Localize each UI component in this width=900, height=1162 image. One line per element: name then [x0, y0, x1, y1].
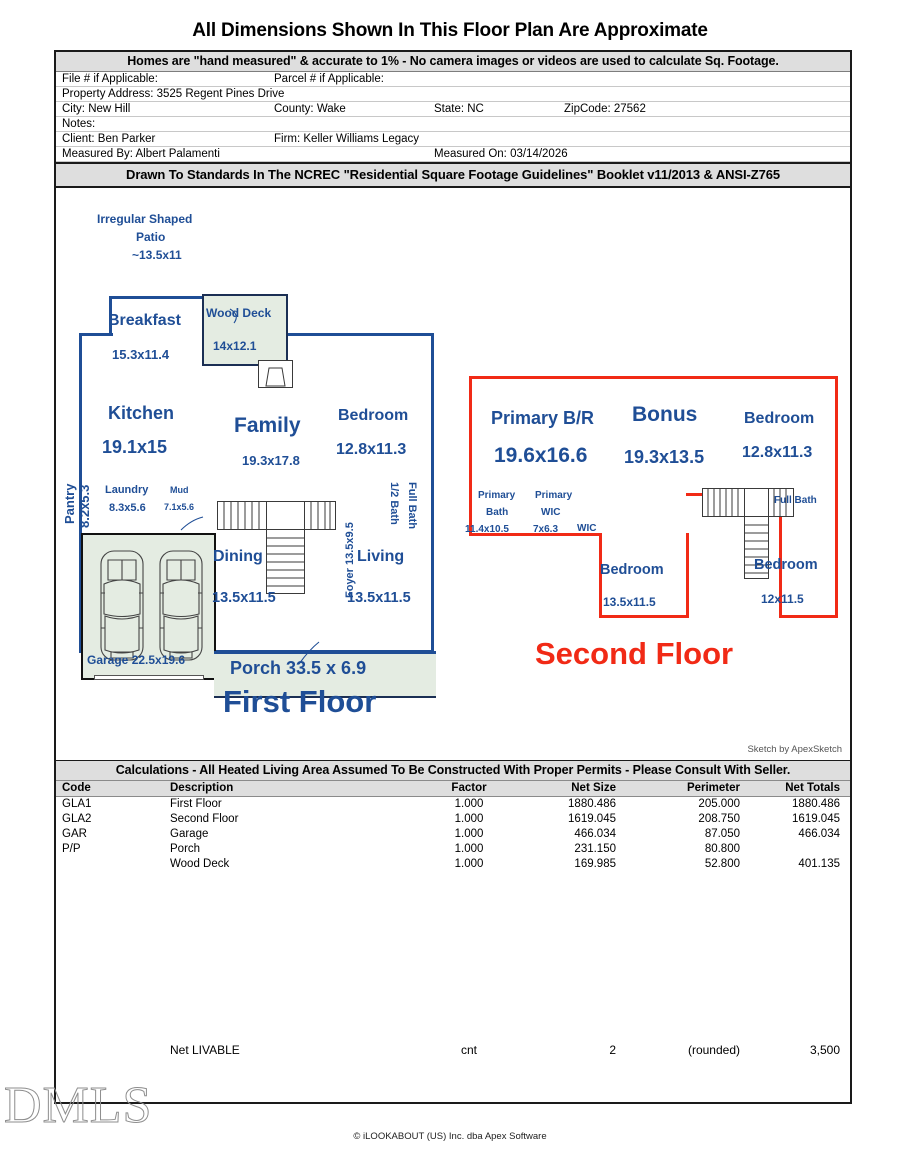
wood-deck-dim: 14x12.1 [213, 339, 257, 353]
cell-description: Second Floor [170, 813, 239, 825]
patio-label-dim: ~13.5x11 [132, 248, 182, 262]
cell-factor: 1.000 [454, 798, 484, 811]
table-row [56, 797, 850, 812]
floor-plan-sketch [54, 188, 852, 760]
foyer-label: Foyer 13.5x9.5 [344, 522, 356, 598]
copyright-footer: © iLOOKABOUT (US) Inc. dba Apex Software [353, 1131, 547, 1142]
client-label: Client: Ben Parker [62, 133, 156, 145]
cell-code: GLA2 [62, 813, 92, 825]
info-row-file [56, 72, 850, 87]
living-dim: 13.5x11.5 [347, 590, 411, 606]
breakfast-label: Breakfast [108, 312, 181, 329]
ncrec-standards-band: Drawn To Standards In The NCREC "Residential Square Footage Guidelines" Booklet v11/2013 & ANSI-Z765 [56, 162, 850, 186]
family-dim: 19.3x17.8 [242, 453, 300, 468]
cell-perimeter: 208.750 [698, 813, 740, 825]
cell-code [56, 857, 164, 872]
cell-net-size: 466.034 [574, 828, 616, 840]
half-bath-label: 1/2 Bath [388, 482, 400, 525]
net-livable-section [56, 1042, 850, 1058]
header-perimeter: Perimeter [644, 781, 764, 797]
primary-bath-label-l2: Bath [486, 507, 509, 518]
full-bath-label-second: Full Bath [774, 495, 817, 506]
bedroom-top-right-label: Bedroom [744, 410, 815, 427]
net-livable-count: 2 [609, 1043, 616, 1057]
bedroom-bottom-right-dim: 12x11.5 [761, 592, 804, 606]
mud-dim: 7.1x5.6 [164, 502, 195, 512]
net-livable-total: 3,500 [809, 1043, 840, 1057]
info-row-measured [56, 147, 850, 162]
sketch-credit-label: Sketch by ApexSketch [747, 744, 842, 755]
cell-net-size: 169.985 [574, 858, 616, 870]
calculations-title: Calculations - All Heated Living Area Assumed To Be Constructed With Proper Permits - Please Consult With Seller. [56, 760, 850, 781]
primary-bath-label-l1: Primary [478, 490, 516, 501]
kitchen-label: Kitchen [108, 403, 175, 423]
cell-description: Porch [170, 843, 201, 855]
cell-net-totals: 466.034 [798, 828, 840, 840]
primary-wic-label-l1: Primary [535, 490, 573, 501]
header-description: Description [164, 781, 414, 797]
property-info-block [54, 50, 852, 188]
firm-label: Firm: Keller Williams Legacy [274, 133, 420, 145]
cell-perimeter: 80.800 [704, 843, 740, 855]
laundry-dim: 8.3x5.6 [109, 502, 146, 514]
info-row-client [56, 132, 850, 147]
cell-perimeter: 205.000 [698, 798, 740, 811]
breakfast-dim: 15.3x11.4 [112, 347, 170, 362]
cell-factor: 1.000 [454, 858, 484, 870]
cell-factor: 1.000 [454, 843, 484, 855]
table-row [56, 827, 850, 842]
header-factor: Factor [414, 781, 524, 797]
cell-code: P/P [62, 843, 81, 855]
notes-label: Notes: [62, 118, 96, 130]
page-title: All Dimensions Shown In This Floor Plan Are Approximate [192, 20, 708, 41]
bonus-dim: 19.3x13.5 [624, 447, 705, 467]
calculations-header-row [56, 781, 850, 797]
patio-label-line2: Patio [136, 230, 166, 244]
net-livable-table [56, 1042, 850, 1058]
cell-perimeter: 87.050 [704, 828, 740, 840]
calculations-table [56, 781, 850, 872]
zipcode-label: ZipCode: 27562 [564, 103, 646, 115]
bedroom-label-first: Bedroom [338, 407, 409, 424]
wic-label: WIC [577, 523, 597, 534]
cell-description: Garage [170, 828, 209, 840]
bedroom-top-right-dim: 12.8x11.3 [742, 444, 813, 461]
cell-factor: 1.000 [454, 813, 484, 825]
bedroom-bottom-center-dim: 13.5x11.5 [603, 595, 656, 609]
full-bath-label-first: Full Bath [406, 482, 418, 530]
city-label: City: New Hill [62, 103, 131, 115]
bedroom-bottom-center-label: Bedroom [600, 562, 664, 578]
cell-net-totals [764, 842, 850, 857]
net-livable-label: Net LIVABLE [170, 1043, 240, 1057]
header-net-totals: Net Totals [764, 781, 850, 797]
primary-wic-dim: 7x6.3 [533, 524, 559, 535]
cell-code: GAR [62, 828, 87, 840]
living-label: Living [357, 548, 405, 565]
kitchen-dim: 19.1x15 [102, 437, 168, 457]
info-row-location [56, 102, 850, 117]
primary-wic-label-l2: WIC [541, 507, 561, 518]
table-row [56, 842, 850, 857]
dining-dim: 13.5x11.5 [212, 590, 276, 606]
primary-bath-dim: 11.4x10.5 [465, 524, 509, 535]
cell-description: First Floor [170, 798, 222, 811]
cell-net-size: 1619.045 [568, 813, 616, 825]
info-row-address [56, 87, 850, 102]
county-label: County: Wake [274, 103, 346, 115]
cell-net-totals: 401.135 [798, 858, 840, 870]
bedroom-dim-first: 12.8x11.3 [336, 441, 407, 458]
bonus-label: Bonus [632, 403, 698, 426]
dining-label: Dining [213, 548, 263, 565]
state-label: State: NC [434, 103, 484, 115]
cell-net-size: 231.150 [574, 843, 616, 855]
cell-net-totals: 1880.486 [792, 798, 840, 811]
calculations-section [56, 760, 850, 872]
header-code: Code [56, 781, 164, 797]
bedroom-bottom-right-label: Bedroom [754, 557, 818, 573]
header-net-size: Net Size [524, 781, 644, 797]
measured-by-label: Measured By: Albert Palamenti [62, 148, 220, 160]
primary-br-label: Primary B/R [491, 408, 595, 428]
net-livable-row [56, 1042, 850, 1058]
table-row [56, 857, 850, 872]
cell-code: GLA1 [62, 798, 92, 811]
cell-description: Wood Deck [170, 858, 230, 870]
porch-label: Porch 33.5 x 6.9 [230, 658, 367, 678]
cell-factor: 1.000 [454, 828, 484, 840]
livable-spacer [56, 1042, 164, 1058]
measured-on-label: Measured On: 03/14/2026 [434, 148, 568, 160]
primary-br-dim: 19.6x16.6 [494, 444, 588, 467]
dmls-watermark: DMLS [4, 1077, 153, 1134]
property-address-label: Property Address: 3525 Regent Pines Drive [62, 88, 285, 100]
parcel-number-label: Parcel # if Applicable: [274, 73, 384, 85]
garage-label: Garage 22.5x19.6 [87, 653, 186, 667]
info-row-notes [56, 117, 850, 132]
pantry-label: Pantry [62, 483, 77, 524]
cell-perimeter: 52.800 [704, 858, 740, 870]
patio-label-line1: Irregular Shaped [97, 212, 193, 226]
pantry-dim: 8.2x5.3 [77, 484, 92, 528]
first-floor-title: First Floor [223, 684, 377, 719]
second-floor-title: Second Floor [535, 636, 734, 671]
cell-net-size: 1880.486 [568, 798, 616, 811]
file-number-label: File # if Applicable: [62, 73, 158, 85]
wood-deck-label: Wood Deck [206, 306, 272, 320]
hand-measured-disclaimer-band: Homes are "hand measured" & accurate to 1% - No camera images or videos are used to calculate Sq. Footage. [56, 52, 850, 72]
family-label: Family [234, 414, 301, 437]
mud-label: Mud [170, 485, 189, 495]
cell-net-totals: 1619.045 [792, 813, 840, 825]
table-row [56, 812, 850, 827]
net-livable-note: (rounded) [687, 1043, 740, 1057]
laundry-label: Laundry [105, 484, 149, 496]
net-livable-unit: cnt [460, 1043, 477, 1057]
